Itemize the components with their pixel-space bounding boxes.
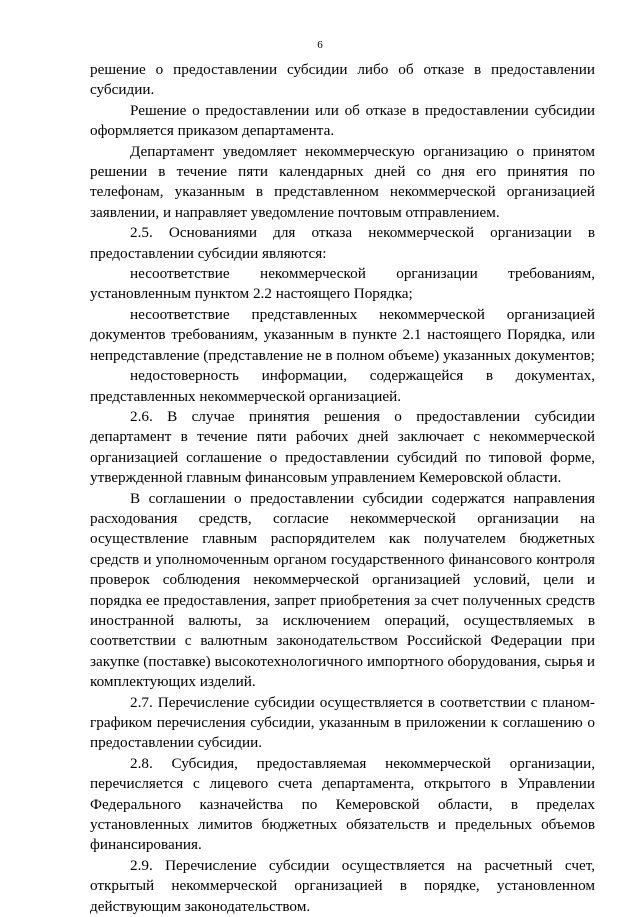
- paragraph-2-7: 2.7. Перечисление субсидии осуществляется в соответствии с планом-графиком перечисления субсидии, указанным в приложении к соглашению о предоставлении субсидии.: [90, 693, 595, 752]
- paragraph-2-6: 2.6. В случае принятия решения о предоставлении субсидии департамент в течение пяти рабочих дней заключает с некоммерческой организацией соглашение о предоставлении субсидий по типовой форме, утвержденной главным финансовым управлением Кемеровской области.: [90, 407, 595, 487]
- paragraph-2-8: 2.8. Субсидия, предоставляемая некоммерческой организации, перечисляется с лицевого счета департамента, открытого в Управлении Федерального казначейства по Кемеровской области, в пределах установленных лимитов бюджетных обязательств и предельных объемов финансирования.: [90, 754, 595, 854]
- paragraph-notification: Департамент уведомляет некоммерческую организацию о принятом решении в течение пяти календарных дней со дня его принятия по телефонам, указанным в представленном некоммерческой организацией заявлении, и направляет уведомление почтовым отправлением.: [90, 142, 595, 221]
- paragraph-refusal-reason-3: недостоверность информации, содержащейся в документах, представленных некоммерческой организацией.: [90, 367, 595, 405]
- paragraph-decision-order: Решение о предоставлении или об отказе в предоставлении субсидии оформляется приказом департамента.: [90, 101, 595, 140]
- page-number: 6: [317, 39, 323, 51]
- paragraph-2-5: 2.5. Основаниями для отказа некоммерческой организации в предоставлении субсидии являются:: [90, 224, 595, 262]
- paragraph-agreement-contents: В соглашении о предоставлении субсидии содержатся направления расходования средств, согласие некоммерческой организации на осуществление главным распорядителем как получателем бюджетных средств и уполномоченным органом государственного финансового контроля проверок соблюдения некоммерческой организацией условий, цели и порядка ее предоставления, запрет приобретения за счет полученных средств иностранной валюты, за исключением операций, осуществляемых в соответствии с валютным законодательством Российской Федерации при закупке (поставке) высокотехнологичного импортного оборудования, сырья и комплектующих изделий.: [90, 489, 595, 691]
- paragraph-refusal-reason-2: несоответствие представленных некоммерческой организацией документов требованиям, указанным в пункте 2.1 настоящего Порядка, или непредставление (представление не в полном объеме) указанных документов;: [90, 305, 595, 364]
- paragraph-2-9: 2.9. Перечисление субсидии осуществляется на расчетный счет, открытый некоммерческой организацией в порядке, установленном действующим законодательством.: [90, 856, 595, 915]
- paragraph-refusal-reason-1: несоответствие некоммерческой организации требованиям, установленным пунктом 2.2 настоящего Порядка;: [90, 265, 595, 303]
- document-body: [90, 60, 595, 917]
- paragraph-continuation: решение о предоставлении субсидии либо об отказе в предоставлении субсидии.: [90, 61, 595, 99]
